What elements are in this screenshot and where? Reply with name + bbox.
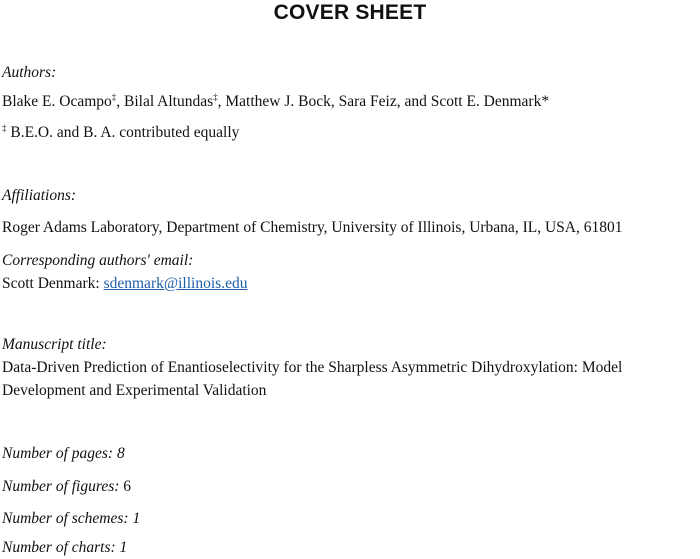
figures-count: [2, 478, 131, 497]
corresponding-author-name: Scott Denmark:: [2, 275, 104, 292]
charts-label: Number of charts:: [2, 539, 116, 556]
manuscript-title-line-1: Data-Driven Prediction of Enantioselectivity for the Sharpless Asymmetric Dihydroxylation: Model: [2, 359, 623, 376]
schemes-count: [2, 510, 140, 529]
pages-label: Number of pages:: [2, 445, 114, 462]
equal-contribution-mark-1: ‡: [111, 92, 117, 102]
corresponding-email-label: Corresponding authors' email:: [2, 252, 194, 269]
pages-value: 8: [116, 445, 125, 462]
schemes-value: 1: [132, 510, 141, 527]
email-link[interactable]: sdenmark@illinois.edu: [103, 275, 248, 292]
manuscript-title-line-2: Development and Experimental Validation: [2, 382, 267, 399]
corresponding-author-line: [2, 275, 247, 294]
authors-label: Authors:: [2, 64, 57, 81]
figures-value: 6: [123, 478, 132, 495]
equal-contribution-mark: ‡: [2, 123, 7, 133]
page-title: COVER SHEET: [273, 1, 427, 24]
author-1: Blake E. Ocampo: [2, 93, 112, 110]
equal-contribution-mark-2: ‡: [213, 92, 218, 102]
affiliations-label: Affiliations:: [2, 187, 77, 204]
schemes-label: Number of schemes:: [2, 510, 129, 527]
equal-contribution-note: [2, 124, 239, 143]
affiliation-text: Roger Adams Laboratory, Department of Chemistry, University of Illinois, Urbana, IL, USA, 61801: [2, 219, 623, 236]
charts-count: [2, 539, 127, 558]
charts-value: 1: [119, 539, 128, 556]
author-2: , Bilal Altundas: [116, 93, 214, 110]
other-authors: , Matthew J. Bock, Sara Feiz, and Scott E. Denmark*: [217, 93, 550, 110]
equal-contribution-text: B.E.O. and B. A. contributed equally: [6, 124, 240, 141]
figures-label: Number of figures:: [2, 478, 120, 495]
pages-count: [2, 445, 125, 464]
manuscript-title-label: Manuscript title:: [2, 336, 107, 353]
authors-line: [2, 93, 549, 112]
